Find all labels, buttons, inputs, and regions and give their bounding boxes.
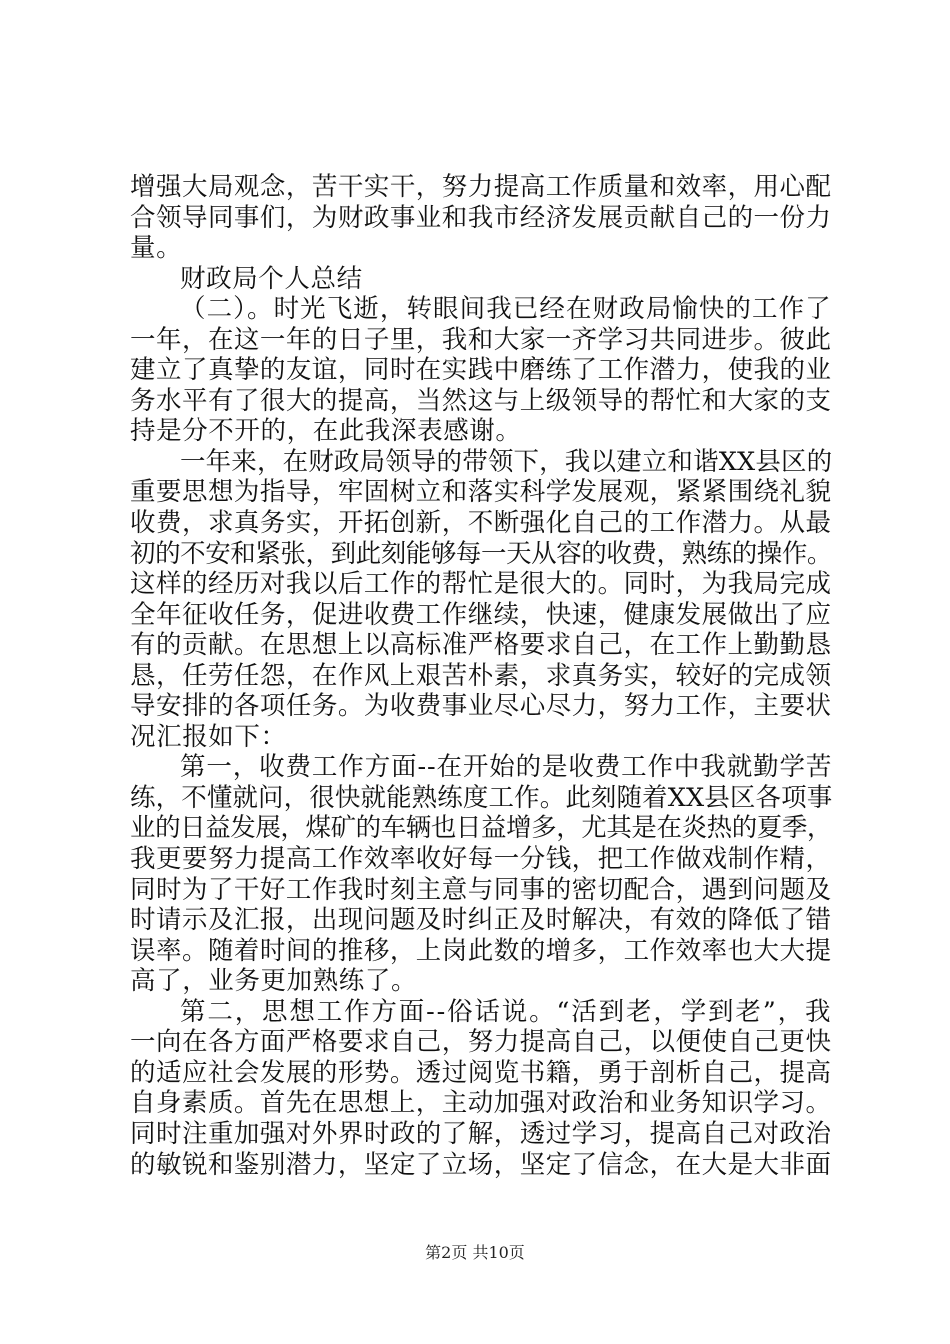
text-line: 的敏锐和鉴别潜力，坚定了立场，坚定了信念，在大是大非面 xyxy=(130,1149,832,1180)
text-line: 增强大局观念，苦干实干，努力提高工作质量和效率，用心配 xyxy=(130,172,832,202)
text-line: 第一，收费工作方面--在开始的是收费工作中我就勤学苦 xyxy=(180,752,833,783)
document-body xyxy=(130,172,832,1180)
text-line: 第二，思想工作方面--俗话说。“活到老，学到老”，我 xyxy=(180,996,833,1027)
text-line: 这样的经历对我以后工作的帮忙是很大的。同时，为我局完成 xyxy=(130,569,832,600)
text-line: （二）。时光飞逝，转眼间我已经在财政局愉快的工作了 xyxy=(180,294,832,325)
page-footer: 第2页 共10页 xyxy=(425,1243,525,1262)
text-line: 业的日益发展，煤矿的车辆也日益增多，尤其是在炎热的夏季， xyxy=(130,813,833,844)
text-line: 自身素质。首先在思想上，主动加强对政治和业务知识学习。 xyxy=(130,1088,832,1119)
text-line: 有的贡献。在思想上以高标准严格要求自己，在工作上勤勤恳 xyxy=(130,630,832,661)
text-line: 一向在各方面严格要求自己，努力提高自己，以便使自己更快 xyxy=(130,1027,832,1058)
text-line: 全年征收任务，促进收费工作继续，快速，健康发展做出了应 xyxy=(130,599,832,630)
text-line: 同时为了干好工作我时刻主意与同事的密切配合，遇到问题及 xyxy=(130,874,832,905)
text-line: 的适应社会发展的形势。透过阅览书籍，勇于剖析自己，提高 xyxy=(130,1057,832,1088)
text-line: 重要思想为指导，牢固树立和落实科学发展观，紧紧围绕礼貌 xyxy=(130,477,832,508)
text-line: 一年，在这一年的日子里，我和大家一齐学习共同进步。彼此 xyxy=(130,324,832,355)
text-line: 务水平有了很大的提高，当然这与上级领导的帮忙和大家的支 xyxy=(130,385,832,416)
text-line: 高了，业务更加熟练了。 xyxy=(130,966,418,997)
text-line: 练，不懂就问，很快就能熟练度工作。此刻随着XX县区各项事 xyxy=(130,782,833,813)
text-line: 误率。随着时间的推移，上岗此数的增多，工作效率也大大提 xyxy=(130,935,832,966)
text-line: 建立了真挚的友谊，同时在实践中磨练了工作潜力，使我的业 xyxy=(130,355,832,386)
text-line: 收费，求真务实，开拓创新，不断强化自己的工作潜力。从最 xyxy=(130,508,832,539)
text-line: 况汇报如下： xyxy=(130,721,287,752)
text-line: 一年来，在财政局领导的带领下，我以建立和谐XX县区的 xyxy=(180,446,833,477)
text-line: 我更要努力提高工作效率收好每一分钱，把工作做戏制作精， xyxy=(130,844,832,875)
text-line: 时请示及汇报，出现问题及时纠正及时解决，有效的降低了错 xyxy=(130,905,832,936)
text-line: 合领导同事们，为财政事业和我市经济发展贡献自己的一份力 xyxy=(130,202,832,233)
text-line: 财政局个人总结 xyxy=(180,263,363,294)
text-line: 初的不安和紧张，到此刻能够每一天从容的收费，熟练的操作。 xyxy=(130,538,833,569)
text-line: 持是分不开的，在此我深表感谢。 xyxy=(130,416,522,447)
text-line: 恳，任劳任怨，在作风上艰苦朴素，求真务实，较好的完成领 xyxy=(130,660,832,691)
text-line: 导安排的各项任务。为收费事业尽心尽力，努力工作，主要状 xyxy=(130,691,832,722)
text-line: 同时注重加强对外界时政的了解，透过学习，提高自己对政治 xyxy=(130,1118,832,1149)
text-line: 量。 xyxy=(130,233,183,264)
